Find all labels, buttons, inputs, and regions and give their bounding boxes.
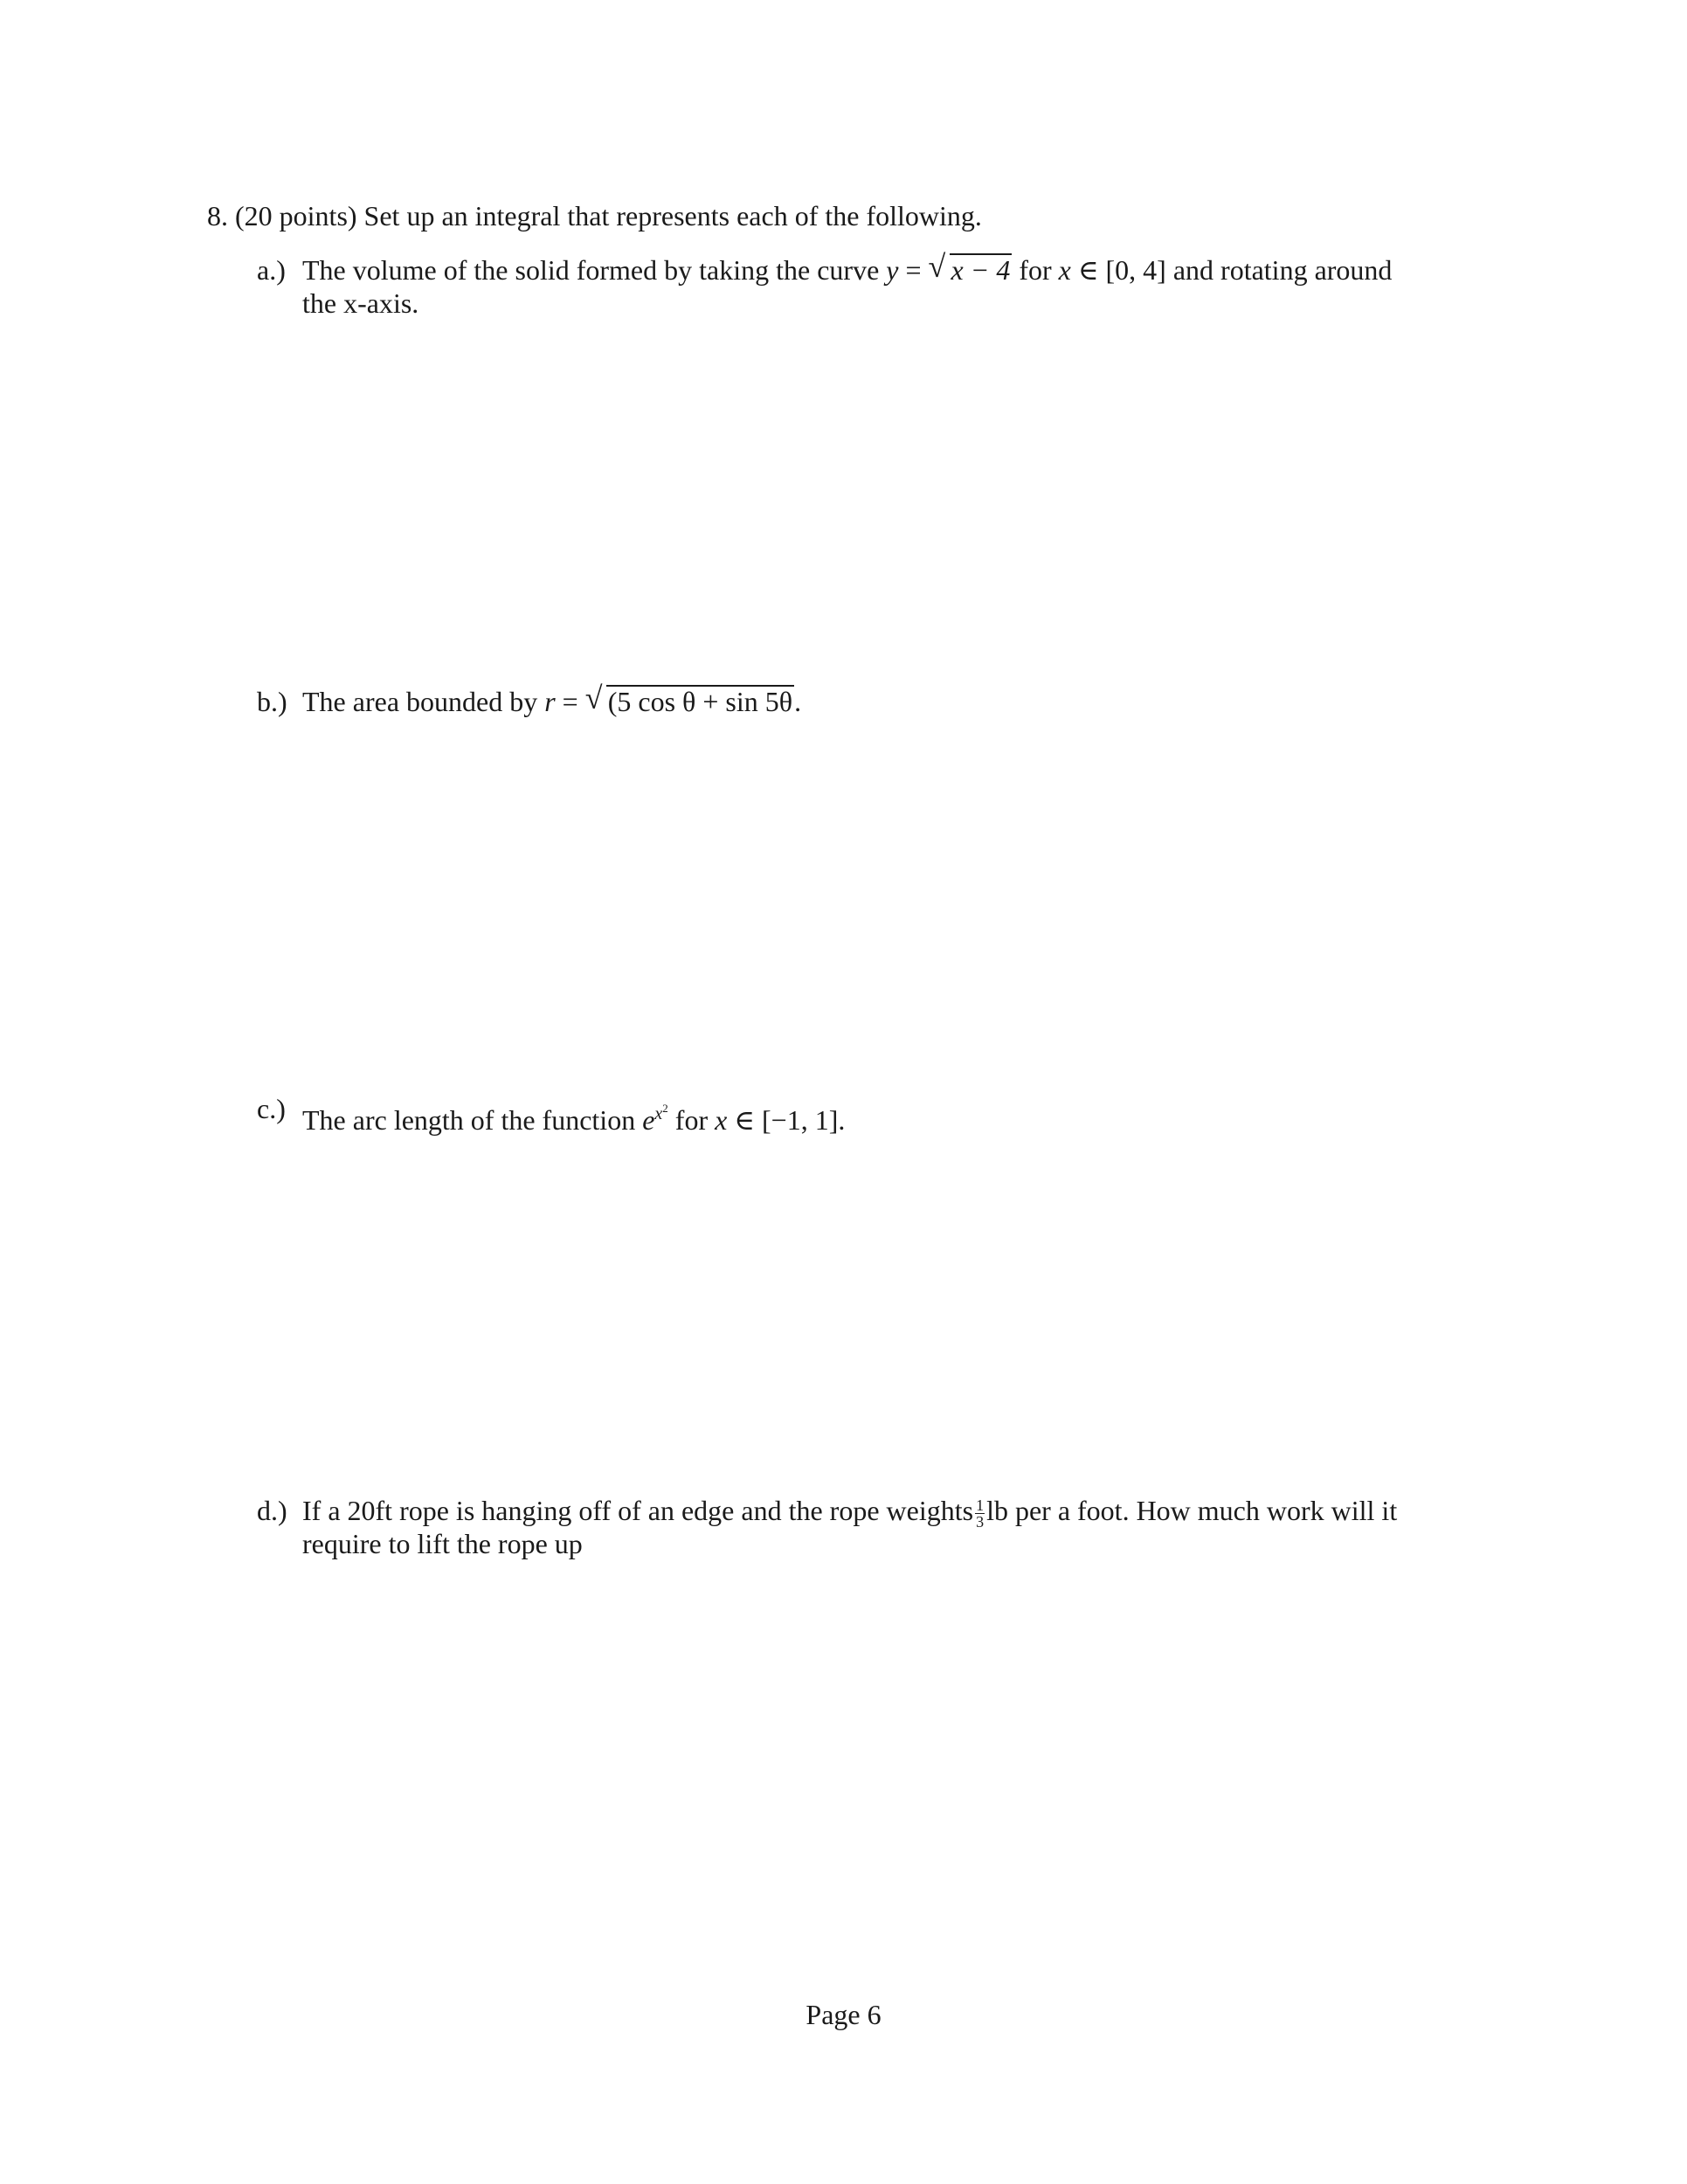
part-c-var-x: x [715, 1104, 728, 1136]
part-b-radicand: (5 cos θ + sin 5θ [607, 686, 793, 717]
page-number: Page 6 [805, 1999, 882, 2030]
problem-points: (20 points) [235, 200, 357, 232]
part-d-frac-den: 3 [976, 1513, 985, 1531]
part-c-line [302, 1092, 845, 1137]
part-a-equals: = [905, 254, 922, 286]
part-a-var-y: y [886, 254, 899, 286]
part-a-sqrt [928, 249, 1013, 287]
part-c-for: for [674, 1104, 709, 1136]
radical-sign-icon: √ [584, 681, 603, 715]
part-d-line1 [302, 1494, 1464, 1530]
part-a-var-x: x [1058, 254, 1071, 286]
part-b-label: b.) [257, 686, 287, 717]
part-c-label: c.) [257, 1093, 286, 1124]
part-a-text: The volume of the solid formed by taking the curve [302, 254, 880, 286]
part-b-text: The area bounded by [302, 686, 538, 717]
part-c-exponent-x: x [654, 1104, 663, 1123]
part-b-equals: = [562, 686, 578, 717]
part-a-line2: the x-axis. [302, 287, 419, 319]
part-c-exponent [654, 1104, 667, 1123]
part-c-base-e: e [642, 1104, 655, 1136]
part-b-var-r: r [544, 686, 556, 717]
part-a-label: a.) [257, 254, 286, 286]
part-b-line [302, 681, 802, 718]
part-a-radicand: x − 4 [951, 254, 1011, 286]
part-a-text-after: and rotating around [1172, 254, 1393, 286]
part-d-frac-num: 1 [976, 1496, 985, 1515]
problem-instruction: Set up an integral that represents each of the following. [363, 200, 982, 232]
part-b-period: . [794, 686, 802, 717]
part-d-text: If a 20ft rope is hanging off of an edge and the rope weights [302, 1495, 974, 1526]
part-d-fraction [975, 1497, 985, 1530]
part-a-for: for [1019, 254, 1052, 286]
part-d-text-after: lb per a foot. How much work will it [986, 1495, 1398, 1526]
part-d-label: d.) [257, 1495, 287, 1526]
radical-sign-icon: √ [928, 249, 946, 284]
problem-header [207, 199, 982, 232]
part-c-text: The arc length of the function [302, 1104, 636, 1136]
part-c-interval: [−1, 1]. [761, 1104, 846, 1136]
part-a-line1 [302, 249, 1464, 287]
part-c-element-of: ∈ [734, 1104, 755, 1136]
part-a-element-of: ∈ [1077, 254, 1099, 286]
problem-number: 8. [207, 200, 228, 232]
part-d-line2: require to lift the rope up [302, 1528, 583, 1559]
part-a-interval: [0, 4] [1105, 254, 1166, 286]
part-c-exponent-power: 2 [662, 1102, 668, 1115]
part-b-sqrt [584, 681, 794, 718]
